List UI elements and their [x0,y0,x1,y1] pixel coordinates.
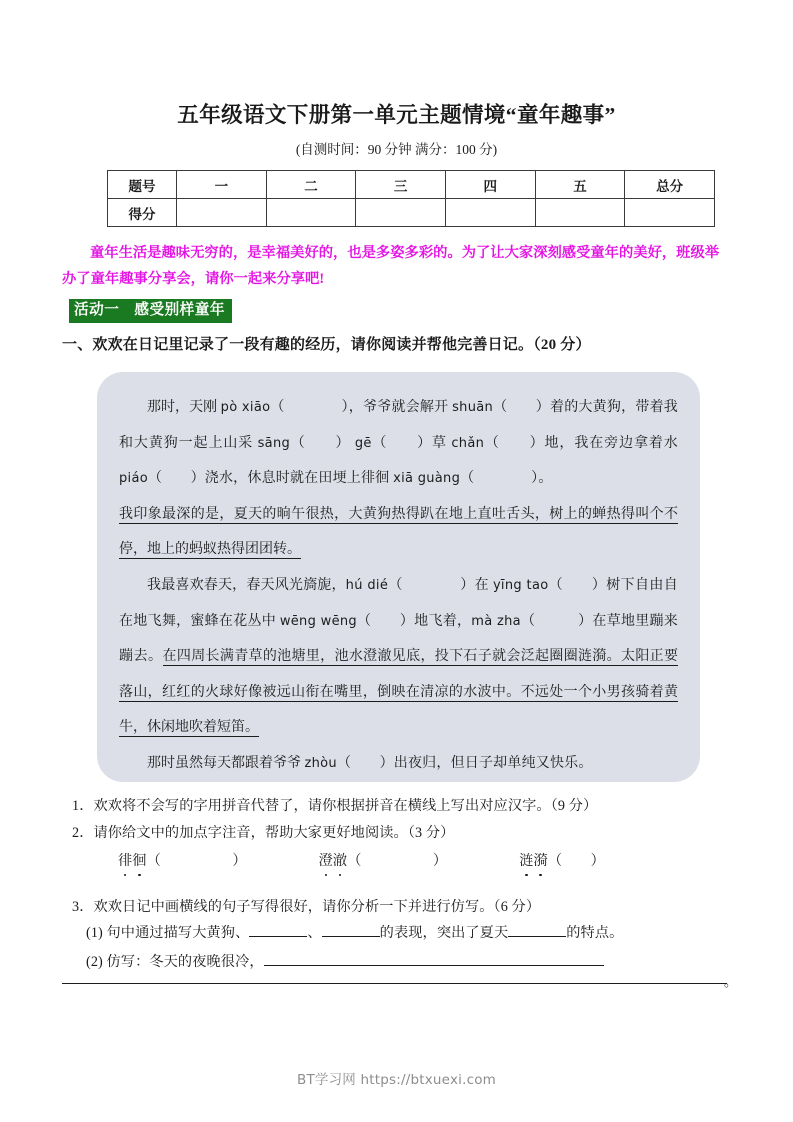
activity-banner: 活动一 感受别样童年 [69,299,232,323]
answer-blank[interactable]: （ ） [547,853,605,869]
page-title: 五年级语文下册第一单元主题情境“童年趣事” [177,103,616,127]
pinyin-shuan: shuān [452,400,494,415]
pinyin-weng-weng: wēng wēng [279,613,357,629]
answer-blank-line[interactable] [264,965,604,966]
sub-question-3: 3．欢欢日记中画横线的句子写得很好，请你分析一下并进行仿写。（6 分） [72,899,541,915]
underlined-sentence-two: 在四周长满青草的池塘里，池水澄澈见底，投下石子就会泛起圈圈涟漪。太阳正要落山，红红的火球好像被远山衔在嘴里，倒映在清凉的水波中。不远处一个小男孩骑着黄牛，休闲地吹着短笛。 [119,649,678,736]
score-col-4: 四 [445,171,535,199]
score-cell-2[interactable] [266,199,356,227]
answer-blank[interactable]: （ ）着的大黄狗，带着我和大黄狗一起上山采 [119,400,678,451]
table-row-scores [108,199,715,227]
dotted-word-lianyi [519,853,605,869]
answer-blank[interactable]: （ ）在草地里蹦来蹦去。 [119,613,678,665]
pinyin-ying-tao: yīng tao [492,577,549,593]
question-one-heading: 一、欢欢在日记里记录了一段有趣的经历，请你阅读并帮他完善日记。（20 分） [62,337,591,353]
intro-paragraph: 童年生活是趣味无穷的，是幸福美好的，也是多姿多彩的。为了让大家深刻感受童年的美好，班级举办了童年趣事分享会，请你一起来分享吧! [62,245,720,287]
dotted-word-chengche [319,853,448,869]
passage-paragraph-3 [119,568,678,746]
passage-paragraph-1 [119,390,678,497]
table-row-header [108,171,715,199]
score-table [107,170,715,227]
answer-blank[interactable]: （ ）地，我在旁边拿着水 [484,435,678,451]
footer-watermark: BT学习网 https://btxuexi.com [296,1072,497,1088]
score-row-label: 题号 [108,171,177,199]
answer-period: 。 [724,974,738,989]
answer-blank[interactable]: （ ）地飞着， [356,613,472,629]
dotted-char: 徘 [118,849,132,874]
dotted-char: 漪 [534,849,548,874]
subq-text-seg: 的特点。 [566,925,624,941]
answer-blank-line[interactable] [249,936,307,937]
answer-blank[interactable]: （ ） [146,853,247,869]
answer-blank[interactable]: （ ）草 [371,435,452,451]
pinyin-po-xiao: pò xiāo [220,400,271,415]
pinyin-hu-die: hú dié [345,577,389,593]
pinyin-piao: piáo [119,471,148,487]
answer-blank-line[interactable] [322,936,380,937]
score-col-3: 三 [356,171,446,199]
diary-passage-box [97,372,700,782]
score-cell-1[interactable] [177,199,267,227]
subq-text-seg: 、 [307,925,322,941]
score-cell-total[interactable] [625,199,715,227]
score-cell-4[interactable] [445,199,535,227]
score-col-5: 五 [535,171,625,199]
subq-text-seg: (2) 仿写：冬天的夜晚很冷， [86,954,264,970]
score-row-label-points: 得分 [108,199,177,227]
subq-text-seg: 的表现，突出了夏天 [379,925,509,941]
passage-paragraph-2 [119,497,678,568]
score-cell-5[interactable] [535,199,625,227]
sub-question-3-1 [86,921,776,946]
dotted-char: 澈 [333,849,347,874]
pinyin-ma-zha: mà zha [471,613,521,629]
answer-blank[interactable]: （ ） [290,435,355,451]
passage-text-seg: 那时虽然每天都跟着爷爷 [147,755,305,771]
answer-blank[interactable]: （ ）。 [460,471,553,487]
answer-blank[interactable]: （ ）在 [388,577,493,593]
diary-passage-text [119,390,678,782]
answer-blank-line[interactable] [508,936,566,937]
dotted-char: 澄 [319,849,333,874]
underlined-sentence-one: 我印象最深的是，夏天的晌午很热，大黄狗热得趴在地上直吐舌头，树上的蝉热得叫个不停，地上的蚂蚁热得团团转。 [119,506,678,558]
answer-blank[interactable]: （ ），爷爷就会解开 [270,400,453,415]
sub-question-2: 2．请你给文中的加点字注音，帮助大家更好地阅读。（3 分） [72,825,455,841]
answer-blank[interactable]: （ ）树下自由自在地飞舞，蜜蜂在花丛中 [119,577,678,629]
pinyin-xia-guang: xiā guàng [393,471,461,487]
dotted-char: 涟 [519,849,533,874]
passage-paragraph-4 [119,746,678,782]
sub-question-1: 1．欢欢将不会写的字用拼音代替了，请你根据拼音在横线上写出对应汉字。（9 分） [72,798,598,814]
pinyin-zhou: zhòu [304,755,337,771]
passage-text-seg: 我最喜欢春天，春天风光旖旎， [147,577,346,593]
score-col-1: 一 [177,171,267,199]
answer-blank[interactable]: （ ） [347,853,448,869]
pinyin-ge: gē [354,435,372,451]
answer-blank[interactable]: （ ）出夜归，但日子却单纯又快乐。 [336,755,593,771]
dotted-word-paihuai [118,853,247,869]
sub-question-3-2 [86,950,776,975]
score-cell-3[interactable] [356,199,446,227]
score-col-2: 二 [266,171,356,199]
passage-text-seg: 那时，天刚 [147,400,221,415]
subq-text-seg: (1) 句中通过描写大黄狗、 [86,925,250,941]
pinyin-chan: chǎn [451,435,485,451]
pinyin-sang: sāng [257,435,291,451]
page-subtitle: (自测时间：90 分钟 满分：100 分) [295,142,498,157]
answer-blank-line-full[interactable] [62,983,727,984]
dotted-char: 徊 [132,849,146,874]
score-col-total: 总分 [625,171,715,199]
answer-blank[interactable]: （ ）浇水，休息时就在田埂上徘徊 [147,471,394,487]
dotted-words-row [118,849,778,874]
